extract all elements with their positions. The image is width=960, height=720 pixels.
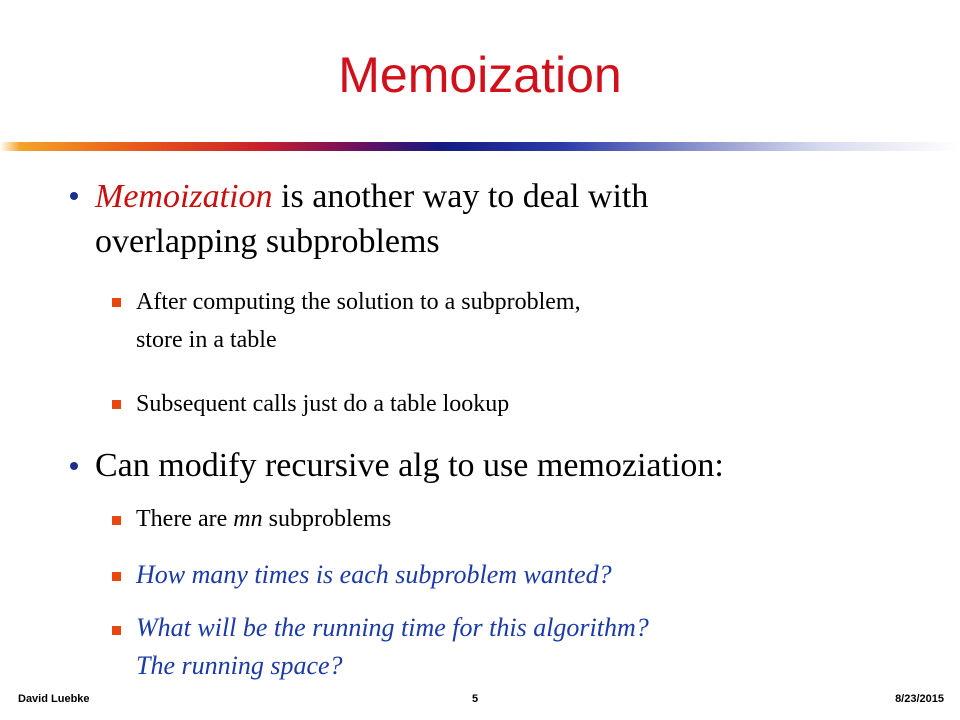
sub-bullet-table-lookup [136, 385, 509, 423]
mn-variable: mn [233, 506, 263, 532]
sub-bullet-square-icon [112, 572, 121, 581]
sub-bullet-question-times [136, 556, 612, 594]
footer-page-number: 5 [472, 693, 479, 705]
title-divider [0, 142, 960, 151]
bullet-text: Can modify recursive alg to use memoziation: [95, 447, 724, 484]
sub-bullet-square-icon [112, 298, 121, 307]
sub-bullet-store-table [136, 283, 581, 359]
sub-bullet-question-running-time [136, 609, 649, 685]
bullet-memoization [95, 174, 648, 264]
sub-bullet-square-icon [112, 400, 121, 409]
footer-author: David Luebke [18, 693, 90, 705]
sub-bullet-prefix: There are [136, 506, 234, 532]
sub-bullet-text-line1: After computing the solution to a subproblem, [136, 289, 581, 315]
sub-bullet-text: How many times is each subproblem wanted? [136, 560, 612, 589]
bullet-modify-recursive [95, 443, 724, 488]
sub-bullet-mn-subproblems [136, 500, 391, 538]
sub-bullet-square-icon [112, 516, 121, 525]
sub-bullet-text-line1: What will be the running time for this algorithm? [136, 613, 649, 642]
sub-bullet-text-line2: The running space? [136, 651, 343, 680]
sub-bullet-text: Subsequent calls just do a table lookup [136, 391, 510, 417]
bullet-dot-icon [70, 192, 78, 200]
bullet-dot-icon [70, 462, 78, 470]
footer-date: 8/23/2015 [895, 693, 944, 705]
sub-bullet-square-icon [112, 626, 121, 635]
bullet-text-line1: is another way to deal with [272, 178, 649, 215]
sub-bullet-suffix: subproblems [262, 506, 392, 532]
sub-bullet-text-line2: store in a table [136, 327, 277, 353]
slide-title: Memoization [338, 47, 622, 103]
memoization-term: Memoization [95, 178, 273, 215]
bullet-text-line2: overlapping subproblems [95, 223, 440, 260]
